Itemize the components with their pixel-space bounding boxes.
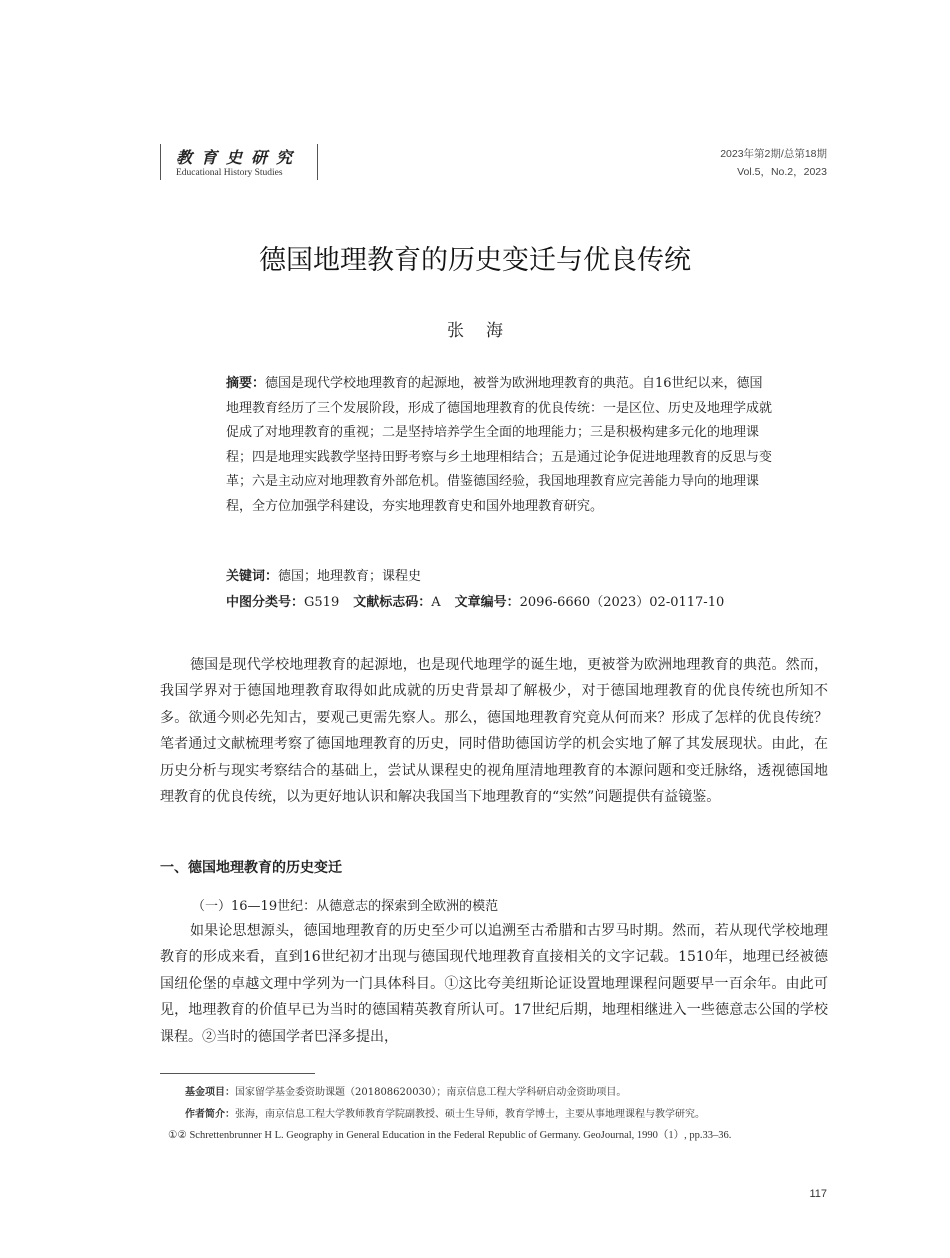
abstract	[192, 372, 772, 520]
subsection-heading: （一）16—19世纪：从德意志的探索到全欧洲的模范	[192, 899, 499, 914]
author-bio-label: 作者简介：	[185, 1109, 235, 1120]
footnote-fund	[185, 1083, 845, 1098]
header-divider-right	[317, 144, 318, 180]
fund-label: 基金项目：	[185, 1087, 235, 1098]
abstract-text: 德国是现代学校地理教育的起源地，被誉为欧洲地理教育的典范。自16世纪以来，德国地理教育经历了三个发展阶段，形成了德国地理教育的优良传统：一是区位、历史及地理学成就促成了对地理教育的重视；二是坚持培养学生全面的地理能力；三是积极构建多元化的地理课程；四是地理实践教学坚持田野考察与乡土地理相结合；五是通过论争促进地理教育的反思与变革；六是主动应对地理教育外部危机。借鉴德国经验，我国地理教育应完善能力导向的地理课程，全方位加强学科建设，夯实地理教育史和国外地理教育研究。	[226, 376, 773, 514]
intro-paragraph: 德国是现代学校地理教育的起源地，也是现代地理学的诞生地，更被誉为欧洲地理教育的典范。然而，我国学界对于德国地理教育取得如此成就的历史背景却了解极少，对于德国地理教育的优良传统也所知不多。欲通今则必先知古，要观己更需先察人。那么，德国地理教育究竟从何而来？形成了怎样的优良传统？笔者通过文献梳理考察了德国地理教育的历史，同时借助德国访学的机会实地了解了其发展现状。由此，在历史分析与现实考察结合的基础上，尝试从课程史的视角厘清地理教育的本源问题和变迁脉络，透视德国地理教育的优良传统，以为更好地认识和解决我国当下地理教育的“实然”问题提供有益镜鉴。	[160, 657, 828, 806]
header-divider-left	[160, 144, 161, 180]
clc-value: G519	[304, 595, 340, 610]
page-number: 117	[809, 1188, 827, 1200]
doc-code-label: 文献标志码：	[353, 595, 432, 610]
issue-number: 2023年第2期/总第18期	[720, 148, 827, 160]
author-bio-text: 张海，南京信息工程大学教师教育学院副教授、硕士生导师，教育学博士，主要从事地理课程与教学研究。	[235, 1109, 705, 1120]
article-author: 张海	[447, 321, 525, 341]
keywords-text: 德国；地理教育；课程史	[278, 569, 422, 584]
article-id-value: 2096-6660（2023）02-0117-10	[519, 595, 725, 610]
journal-title-cn: 教育史研究	[176, 148, 302, 167]
section-body	[160, 918, 828, 1050]
section-heading: 一、德国地理教育的历史变迁	[160, 860, 342, 876]
abstract-label: 摘要：	[226, 376, 266, 391]
keywords-label: 关键词：	[226, 569, 279, 584]
classification-line	[226, 591, 724, 610]
section-paragraph: 如果论思想源头，德国地理教育的历史至少可以追溯至古希腊和古罗马时期。然而，若从现代学校地理教育的形成来看，直到16世纪初才出现与德国现代地理教育直接相关的文字记载。1510年，地理已经被德国纽伦堡的卓越文理中学列为一门具体科目。①这比夸美纽斯论证设置地理课程问题要早一百余年。由此可见，地理教育的价值早已为当时的德国精英教育所认可。17世纪后期，地理相继进入一些德意志公国的学校课程。②当时的德国学者巴泽多提出，	[160, 923, 828, 1045]
keywords	[226, 565, 421, 584]
footnote-divider	[160, 1073, 315, 1074]
fund-text: 国家留学基金委资助课题（201808620030）；南京信息工程大学科研启动金资助项目。	[235, 1087, 627, 1098]
intro-section	[160, 652, 828, 810]
footnote-reference: ①② Schrettenbrunner H L. Geography in General Education in the Federal Republic of Germany. GeoJournal, 1990（1）, pp.33–36.	[168, 1130, 732, 1141]
doc-code-value: A	[431, 595, 441, 610]
clc-label: 中图分类号：	[226, 595, 305, 610]
journal-title-en: Educational History Studies	[176, 168, 283, 178]
footnote-author	[185, 1105, 845, 1120]
article-id-label: 文章编号：	[454, 595, 520, 610]
article-title: 德国地理教育的历史变迁与优良传统	[259, 245, 691, 276]
volume-number: Vol.5，No.2，2023	[737, 166, 827, 178]
